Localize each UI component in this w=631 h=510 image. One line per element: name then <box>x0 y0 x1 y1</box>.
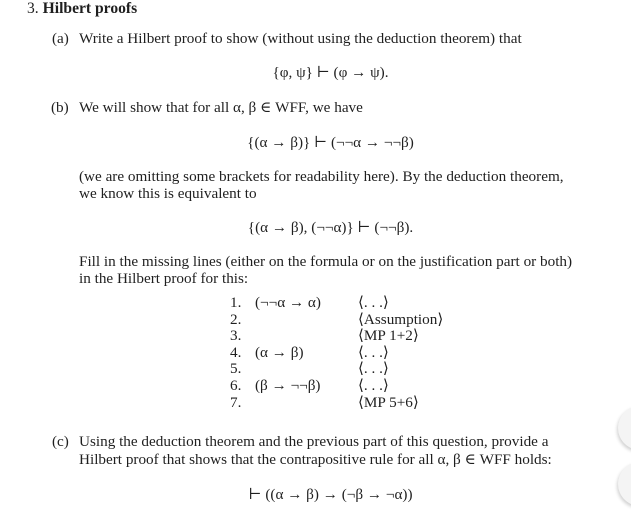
part-c-label: (c) <box>52 433 69 450</box>
part-b-instruction-line-2: in the Hilbert proof for this: <box>79 270 249 287</box>
proof-justification: ⟨. . .⟩ <box>358 360 389 378</box>
proof-formula: (β → ¬¬β) <box>255 377 321 394</box>
proof-formula: (α → β) <box>255 343 304 361</box>
part-b-paragraph-line-1: (we are omitting some brackets for readability here). By the deduction theorem, <box>79 168 564 185</box>
section-number: 3. <box>27 0 39 17</box>
part-b-formula-2: {(α → β), (¬¬α)} ⊢ (¬¬β). <box>247 219 414 236</box>
proof-justification: ⟨MP 5+6⟩ <box>358 393 419 411</box>
section-title <box>27 0 137 17</box>
part-c-formula: ⊢ ((α → β) → (¬β → ¬α)) <box>248 486 413 503</box>
proof-formula: (¬¬α → α) <box>255 294 321 311</box>
proof-line-number: 5. <box>230 360 242 378</box>
part-b-text: We will show that for all α, β ∈ WFF, we have <box>79 99 363 116</box>
part-b-paragraph-line-2: we know this is equivalent to <box>79 185 257 202</box>
section-title-text: Hilbert proofs <box>42 0 138 17</box>
part-a-text: Write a Hilbert proof to show (without using the deduction theorem) that <box>79 30 522 47</box>
proof-line-number: 6. <box>230 377 242 394</box>
part-a-formula: {φ, ψ} ⊢ (φ → ψ). <box>272 64 389 81</box>
proof-justification: ⟨. . .⟩ <box>358 294 389 311</box>
proof-justification: ⟨. . .⟩ <box>358 343 389 361</box>
proof-line-number: 1. <box>230 294 242 311</box>
proof-line-number: 4. <box>230 343 242 361</box>
part-b-instruction-line-1: Fill in the missing lines (either on the formula or on the justification part or both) <box>79 253 573 270</box>
proof-justification: ⟨MP 1+2⟩ <box>358 327 419 345</box>
part-a-label: (a) <box>52 30 69 47</box>
proof-justification: ⟨Assumption⟩ <box>358 310 444 328</box>
floating-action-button-1[interactable] <box>618 406 631 450</box>
proof-justification: ⟨. . .⟩ <box>358 377 389 394</box>
part-c-text-line-2: Hilbert proof that shows that the contrapositive rule for all α, β ∈ WFF holds: <box>79 451 552 468</box>
part-b-label: (b) <box>51 99 69 116</box>
part-c-text-line-1: Using the deduction theorem and the previous part of this question, provide a <box>79 433 549 450</box>
proof-line-number: 7. <box>230 393 242 411</box>
proof-line-number: 3. <box>230 327 242 345</box>
proof-line-number: 2. <box>230 310 242 328</box>
part-b-formula-1: {(α → β)} ⊢ (¬¬α → ¬¬β) <box>247 134 414 151</box>
proof-table <box>230 295 490 415</box>
